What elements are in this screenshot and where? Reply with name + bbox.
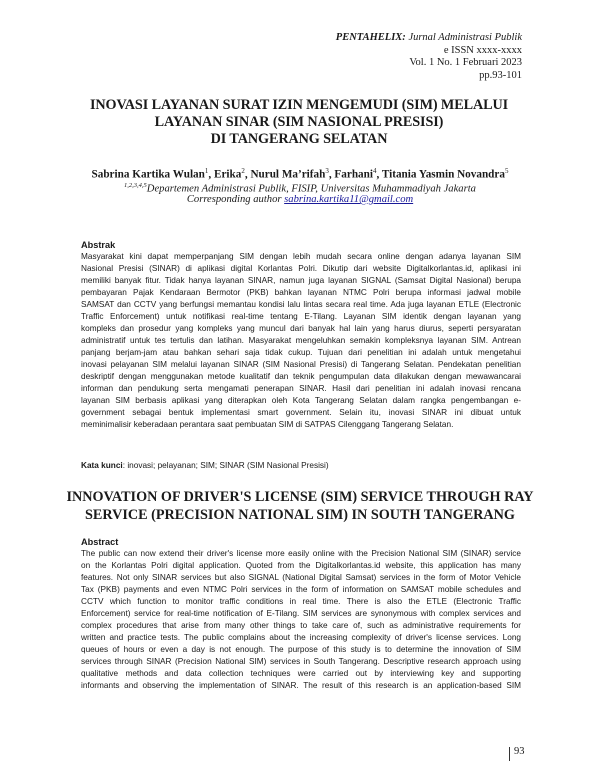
author-sup: 3 [325,167,329,175]
abstract-en-body [81,548,521,692]
abstract-id-line: Masyarakat kini dapat memperpanjang SIM dengan lebih mudah secara online dengan adanya layanan SIM [81,252,521,261]
author-sup: 5 [504,167,509,175]
author-name: Erika [213,168,242,181]
journal-name: PENTAHELIX: Jurnal Administrasi Publik [335,32,522,43]
abstract-id-line: meminimalisir keberadaan perantara saat pembuatan SIM di SATPAS Cilenggang Tangerang Selatan. [81,420,454,429]
abstract-id-line: pembayaran Pajak Kendaraan Bermotor (PKB) bahkan layanan NTMC Polri berupa informasi jadwal mobile [81,288,521,297]
abstract-id-line: government sebagai bentuk implementasi smart government. Selain itu, inovasi SINAR ini dibuat untuk [81,408,521,417]
abstract-id-line: kompleks dan prosedur yang kompleks yang muncul dari banyak hal lain yang harus diurus, seperti persyaratan [81,324,521,333]
abstract-en-line: CCTV which function to monitor traffic conditions in real time. There is also the ETLE (Electronic Traffic [81,597,521,606]
affiliation-text: Departemen Administrasi Publik, FISIP, Universitas Muhammadiyah Jakarta [146,183,476,195]
author-list: Sabrina Kartika Wulan$^1$, Erika$^2$, Nurul Ma’rifah$^3$, Farhani$^4$, Titania Yasmin Novandra$^5$ [91,167,509,181]
abstract-en-line: queues of hours or even a day is not enough. The purpose of this study is to determine the innovation of SIM [81,645,521,654]
abstract-en-line: on the Korlantas Polri digital application. Quoted from the Digitalkorlantas.id website, this application has many [81,561,521,570]
english-title [55,488,545,524]
abstract-id-heading: Abstrak [81,240,116,250]
abstract-en-line: complex procedures that arise from many other things to take care of, such as administrative requirements for [81,621,521,630]
abstract-en-line: qualitative methods and data collection techniques were carried out by interviewing key and supporting [81,669,521,678]
author-name: Farhani [334,168,373,181]
author-name: Titania Yasmin Novandra [381,168,505,181]
abstract-en-line: Tax (PKB) payments and even NTMC Polri services in the form of information on SAMSAT mobile schedules and [81,585,521,594]
journal-issn: e ISSN xxxx-xxxx [443,44,522,56]
title-line: DI TANGERANG SELATAN [210,131,388,147]
abstract-id-line: inovasi pelayanan SIM melalui layanan SINAR (SIM Nasional Presisi) di Tangerang Selatan. Pendekatan penelitian [81,360,521,369]
abstract-id-line: informan dan pendukung serta mengamati penerapan SINAR. Hasil dari penelitian ini adalah inovasi rencana [81,384,521,393]
paper-title [60,97,538,148]
abstract-id-line: Traffic Enforcement) untuk notifikasi real-time tentang E-Tilang. Layanan SIM identik dengan layanan yang [81,312,521,321]
abstract-en-line: Enforcement) service for real-time notification of E-Tilang. SIM services are synonymous with complex services and [81,609,521,618]
journal-header [222,32,522,82]
keywords-text: : inovasi; pelayanan; SIM; SINAR (SIM Nasional Presisi) [122,461,329,470]
title-line: LAYANAN SINAR (SIM NASIONAL PRESISI) [154,114,444,130]
affiliation-sup: 1,2,3,4,5 [124,182,147,189]
corresponding-email-link[interactable]: sabrina.kartika11@gmail.com [284,194,414,205]
abstract-id-line: SAMSAT dan CCTV yang berfungsi memantau kondisi lalu lintas secara real time. Ada juga layanan ETLE (Electronic [81,300,521,309]
english-title-line: SERVICE (PRECISION NATIONAL SIM) IN SOUTH TANGERANG [85,507,515,523]
abstract-id-line: memiliki banyak fitur. Tidak hanya layanan SINAR, namun juga layanan SIGNAL (Samsat Digital Nasional) berupa [81,276,521,285]
english-title-line: INNOVATION OF DRIVER'S LICENSE (SIM) SERVICE THROUGH RAY [66,489,534,505]
abstract-id-line: deskriptif dengan menggunakan metode kualitatif dan teknik pengumpulan data dilakukan dengan mewawancarai [81,372,521,381]
author-name: Nurul Ma’rifah [250,168,326,181]
abstract-en-line: informants and observing the implementation of SINAR. The result of this research is an application-based SIM [81,681,521,690]
author-name: Sabrina Kartika Wulan [91,168,205,181]
journal-volume: Vol. 1 No. 1 Februari 2023 [409,57,522,69]
abstract-en-line: features. Not only SINAR services but also SIGNAL (National Digital Samsat) services in the form of Motor Vehicle [81,573,521,582]
author-sup: 1 [204,167,209,175]
abstract-id-line: administratif untuk tes tertulis dan latihan. Masyarakat mengeluhkan semakin kompleksnya layanan SIM. Antrean [81,336,521,345]
abstract-id-line: panjang berjam-jam atau bahkan sehari saja tidak cukup. Tujuan dari penelitian ini adalah untuk mengetahui [81,348,521,357]
abstract-en-line: written and practice tests. The public complains about the increasing complexity of driver's license services. Long [81,633,521,642]
journal-pages: pp.93-101 [479,69,522,81]
abstract-id-line: layanan SIM berbasis aplikasi yang diterapkan oleh Kota Tangerang Selatan dalam rangka pengembangan e- [81,396,521,405]
abstract-en-line: services through SINAR (Precision National SIM) services in South Tangerang. Descriptive research approach using [81,657,521,666]
page-number: 93 [514,746,525,757]
author-sup: 2 [241,167,245,175]
abstract-id-body [81,251,521,431]
page-number-divider [509,747,510,761]
corresponding-author: Corresponding author sabrina.kartika11@gmail.com [186,194,414,205]
page-footer [509,746,549,762]
abstract-en-line: The public can now extend their driver's license more easily online with the Precision National SIM (SINAR) service [81,549,521,558]
abstract-id-line: Nasional Presisi (SINAR) di aplikasi digital Korlantas Polri. Dikutip dari website Digitalkorlantas.id, aplikasi ini [81,264,521,273]
keywords-label: Kata kunci [81,461,123,470]
title-line: INOVASI LAYANAN SURAT IZIN MENGEMUDI (SIM) MELALUI [89,97,509,113]
author-sup: 4 [372,167,377,175]
keywords [81,461,329,470]
abstract-en-heading: Abstract [81,537,119,547]
